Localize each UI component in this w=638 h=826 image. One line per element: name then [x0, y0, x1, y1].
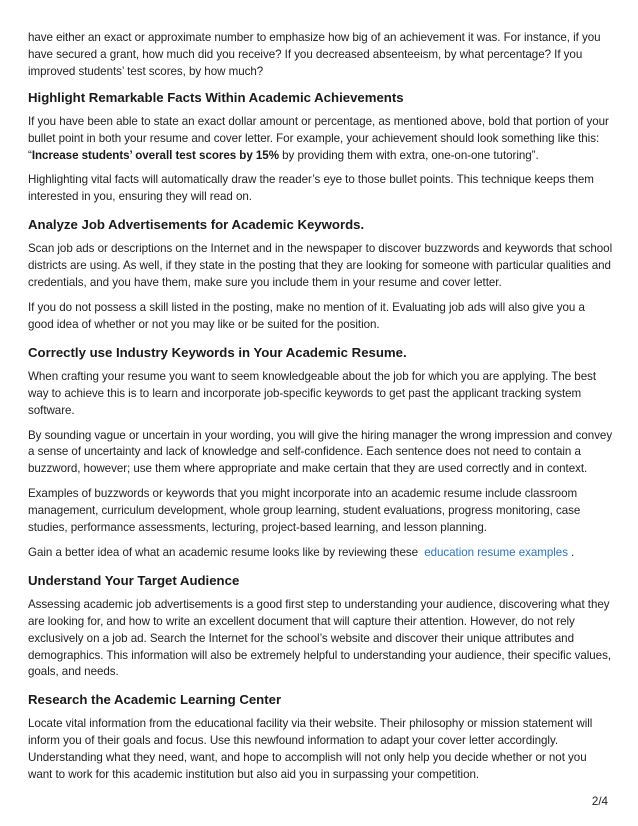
- intro-paragraph: have either an exact or approximate number to emphasize how big of an achievement it was. For instance, if you have secured a grant, how much did you receive? If you decreased absenteeism, by what percentage? If you improved students’ test scores, by how much?: [28, 31, 601, 78]
- job-ads-paragraph-2: If you do not possess a skill listed in the posting, make no mention of it. Evaluating job ads will also give you a good idea of whether or not you may like or be suited for the position.: [28, 300, 585, 331]
- keywords-paragraph-2: By sounding vague or uncertain in your wording, you will give the hiring manager the wrong impression and convey a sense of uncertainty and lack of knowledge and self-confidence. Each sentence does not need to contain a buzzword, however; use them where appropriate and make certain that they are used correctly and in context.: [28, 428, 613, 476]
- heading-target-audience: Understand Your Target Audience: [28, 572, 240, 588]
- highlight-text-after: by providing them with extra, one-on-one tutoring”.: [278, 148, 539, 162]
- highlight-facts-paragraph-1: [28, 114, 613, 165]
- bold-example: Increase students’ overall test scores by 15%: [31, 148, 279, 162]
- target-audience-paragraph: Assessing academic job advertisements is a good first step to understanding your audience, discovering what they are looking for, and how to write an excellent document that will capture their attention. However, do not rely exclusively on a job ad. Search the Internet for the school’s website and discover their unique attributes and demographics. This information will also be extremely helpful to understanding your audience, their specific values, goals, and needs.: [28, 597, 612, 679]
- keywords-paragraph-4: [28, 545, 613, 562]
- keywords-paragraph-3: Examples of buzzwords or keywords that you might incorporate into an academic resume include classroom management, curriculum development, whole group learning, student evaluations, progress monitoring, case studies, performance assessments, lecturing, project-based learning, and lesson planning.: [28, 487, 581, 535]
- highlight-facts-paragraph-2: Highlighting vital facts will automatically draw the reader’s eye to those bullet points. This technique keeps them interested in you, ensuring they will read on.: [28, 173, 594, 204]
- keywords-text-after: .: [570, 545, 575, 559]
- keywords-paragraph-1: When crafting your resume you want to seem knowledgeable about the job for which you are applying. The best way to achieve this is to learn and incorporate job-specific keywords to get past the applicant tracking system software.: [28, 369, 597, 417]
- heading-research-learning-center: Research the Academic Learning Center: [28, 692, 282, 708]
- research-paragraph: Locate vital information from the educational facility via their website. Their philosophy or mission statement will inform you of their goals and focus. Use this newfound information to adapt your cover letter accordingly. Understanding what they need, want, and hope to accomplish will not only help you decide whether or not you want to work for this academic institution but also aid you in surpassing your competition.: [28, 717, 593, 782]
- job-ads-paragraph-1: Scan job ads or descriptions on the Internet and in the newspaper to discover buzzwords and keywords that school districts are using. As well, if they state in the posting that they are looking for someone with particular qualities and credentials, and you have them, make sure you include them in your resume and cover letter.: [28, 242, 613, 290]
- document-page: [28, 30, 613, 792]
- heading-highlight-facts: Highlight Remarkable Facts Within Academic Achievements: [28, 89, 404, 105]
- page-number: 2/4: [591, 795, 608, 808]
- keywords-text-before: Gain a better idea of what an academic resume looks like by reviewing these: [28, 545, 419, 559]
- heading-analyze-job-ads: Analyze Job Advertisements for Academic Keywords.: [28, 217, 365, 233]
- highlight-text-before: If you have been able to state an exact dollar amount or percentage, as mentioned above, bold that portion of your bullet point in both your resume and cover letter. For example, your achievement should look something like this: “: [28, 114, 609, 162]
- education-resume-examples-link[interactable]: education resume examples: [424, 545, 568, 559]
- heading-industry-keywords: Correctly use Industry Keywords in Your Academic Resume.: [28, 344, 407, 360]
